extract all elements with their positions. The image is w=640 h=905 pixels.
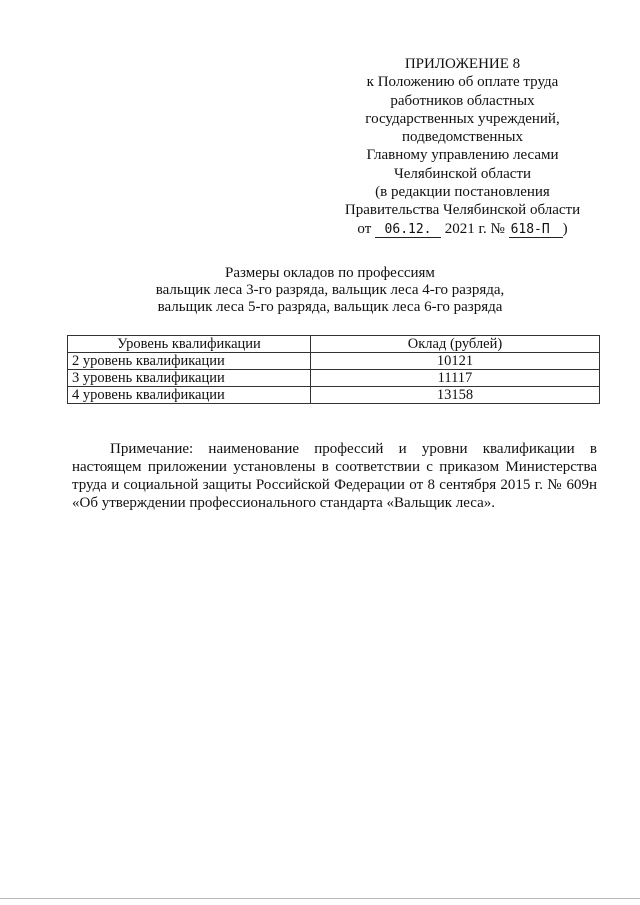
appendix-line: Челябинской области (393, 165, 532, 182)
appendix-line: государственных учреждений, (365, 110, 560, 127)
heading-line: вальщик леса 3-го разряда, вальщик леса 4-го разряда, (155, 282, 505, 298)
appendix-title: ПРИЛОЖЕНИЕ 8 (404, 56, 521, 72)
appendix-line: Правительства Челябинской области (344, 202, 581, 219)
appendix-line: (в редакции постановления (375, 184, 550, 201)
level-cell: 3 уровень квалификации (68, 370, 311, 387)
footnote-paragraph: Примечание: наименование профессий и уровни квалификации в настоящем приложении установлены в соответствии с приказом Министерства труда и социальной защиты Российской Федерации от 8 сентября 2015 г. № 609н «Об утверждении профессионального стандарта «Вальщик леса». (72, 441, 597, 511)
column-header-level: Уровень квалификации (68, 336, 311, 353)
amount-cell: 10121 (311, 353, 600, 370)
date-prefix: от (357, 220, 372, 237)
appendix-line: работников областных (390, 92, 535, 109)
amount-cell: 13158 (311, 387, 600, 404)
table-row (68, 370, 600, 387)
scan-edge-divider (0, 898, 640, 899)
table-row (68, 353, 600, 370)
amount-cell: 11117 (311, 370, 600, 387)
appendix-header (330, 55, 595, 238)
level-cell: 4 уровень квалификации (68, 387, 311, 404)
appendix-line: Главному управлению лесами (366, 147, 559, 164)
heading-line: вальщик леса 5-го разряда, вальщик леса 6-го разряда (157, 299, 503, 315)
handwritten-date: 06.12. (375, 223, 441, 238)
close-paren: ) (562, 220, 568, 237)
salary-table (67, 335, 600, 404)
year-number-label: 2021 г. № (444, 220, 505, 237)
handwritten-number: 618-П (509, 223, 563, 238)
column-header-amount: Оклад (рублей) (311, 336, 600, 353)
level-cell: 2 уровень квалификации (68, 353, 311, 370)
resolution-date-line (330, 220, 595, 238)
document-heading (60, 265, 600, 316)
table-row (68, 387, 600, 404)
table-header-row (68, 336, 600, 353)
appendix-line: подведомственных (401, 129, 524, 146)
heading-line: Размеры окладов по профессиям (225, 265, 435, 281)
appendix-line: к Положению об оплате труда (366, 74, 559, 91)
